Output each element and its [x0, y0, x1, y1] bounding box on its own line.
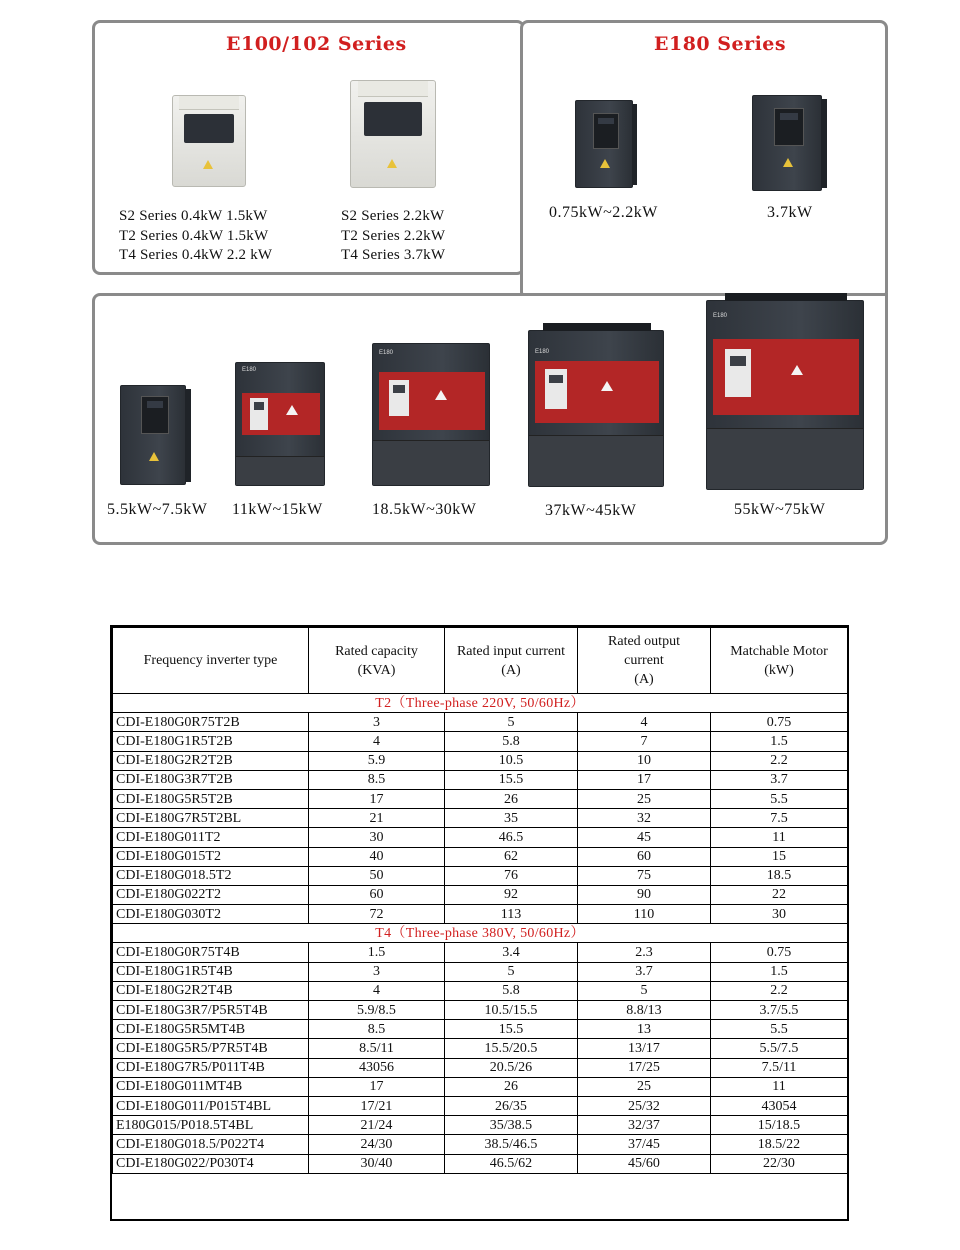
table-row [113, 847, 848, 866]
cell-motor: 5.5 [711, 1020, 848, 1039]
cell-motor: 22 [711, 885, 848, 904]
cell-capacity: 8.5/11 [309, 1039, 445, 1058]
cell-input-current: 20.5/26 [445, 1058, 578, 1077]
cell-type: CDI-E180G7R5T2BL [113, 809, 309, 828]
cell-input-current: 10.5 [445, 751, 578, 770]
cell-input-current: 62 [445, 847, 578, 866]
table-row [113, 1116, 848, 1135]
cell-input-current: 5 [445, 962, 578, 981]
table-group-row [113, 694, 848, 713]
unit-5-5kw-image [120, 385, 186, 485]
cell-capacity: 3 [309, 962, 445, 981]
cell-type: CDI-E180G022/P030T4 [113, 1154, 309, 1173]
cell-output-current: 45/60 [578, 1154, 711, 1173]
table-row [113, 789, 848, 808]
cell-capacity: 17 [309, 1077, 445, 1096]
cell-type: CDI-E180G0R75T2B [113, 713, 309, 732]
large-caption-0: 5.5kW~7.5kW [107, 501, 208, 518]
e100-series-title: E100/102 Series [226, 33, 407, 55]
e100-spec-left: S2 Series 0.4kW 1.5kW T2 Series 0.4kW 1.5kW T4 Series 0.4kW 2.2 kW [119, 208, 273, 263]
cell-output-current: 10 [578, 751, 711, 770]
e180-small-unit-image [575, 100, 633, 188]
cell-type: CDI-E180G2R2T2B [113, 751, 309, 770]
table-row [113, 1058, 848, 1077]
cell-type: CDI-E180G030T2 [113, 905, 309, 924]
cell-output-current: 13 [578, 1020, 711, 1039]
large-caption-3: 37kW~45kW [545, 502, 637, 519]
cell-motor: 0.75 [711, 713, 848, 732]
cell-type: CDI-E180G0R75T4B [113, 943, 309, 962]
cell-output-current: 13/17 [578, 1039, 711, 1058]
table-row [113, 1096, 848, 1115]
header-output-current: Rated output current (A) [578, 628, 711, 694]
cell-motor: 1.5 [711, 732, 848, 751]
cell-output-current: 8.8/13 [578, 1001, 711, 1020]
table-row [113, 770, 848, 789]
cell-input-current: 15.5 [445, 1020, 578, 1039]
cell-capacity: 17/21 [309, 1096, 445, 1115]
cell-motor: 2.2 [711, 981, 848, 1000]
cell-capacity: 72 [309, 905, 445, 924]
group-title: T2（Three-phase 220V, 50/60Hz） [113, 694, 848, 713]
cell-motor: 11 [711, 1077, 848, 1096]
table-row [113, 1020, 848, 1039]
cell-input-current: 26/35 [445, 1096, 578, 1115]
unit-55kw-image: E180 [706, 300, 864, 490]
cell-type: CDI-E180G3R7/P5R5T4B [113, 1001, 309, 1020]
table-row [113, 885, 848, 904]
cell-motor: 2.2 [711, 751, 848, 770]
cell-motor: 15 [711, 847, 848, 866]
cell-input-current: 5.8 [445, 732, 578, 751]
table-row [113, 809, 848, 828]
cell-output-current: 17 [578, 770, 711, 789]
cell-capacity: 50 [309, 866, 445, 885]
cell-capacity: 5.9 [309, 751, 445, 770]
cell-output-current: 75 [578, 866, 711, 885]
table-group-row [113, 924, 848, 943]
cell-input-current: 92 [445, 885, 578, 904]
cell-capacity: 21 [309, 809, 445, 828]
e180-caption-1: 3.7kW [767, 204, 813, 221]
header-type: Frequency inverter type [113, 628, 309, 694]
group-title: T4（Three-phase 380V, 50/60Hz） [113, 924, 848, 943]
unit-11kw-image: E180 [235, 362, 325, 486]
cell-input-current: 26 [445, 1077, 578, 1096]
cell-input-current: 35 [445, 809, 578, 828]
table-row [113, 866, 848, 885]
cell-type: CDI-E180G2R2T4B [113, 981, 309, 1000]
cell-type: CDI-E180G015T2 [113, 847, 309, 866]
cell-capacity: 60 [309, 885, 445, 904]
cell-type: CDI-E180G022T2 [113, 885, 309, 904]
cell-type: CDI-E180G5R5MT4B [113, 1020, 309, 1039]
cell-capacity: 43056 [309, 1058, 445, 1077]
cell-motor: 22/30 [711, 1154, 848, 1173]
header-motor: Matchable Motor (kW) [711, 628, 848, 694]
table-row [113, 905, 848, 924]
cell-capacity: 5.9/8.5 [309, 1001, 445, 1020]
table-row [113, 732, 848, 751]
cell-type: CDI-E180G5R5T2B [113, 789, 309, 808]
table-row [113, 828, 848, 847]
e180-3-7kw-unit-image [752, 95, 822, 191]
table-row [113, 943, 848, 962]
cell-output-current: 45 [578, 828, 711, 847]
cell-type: CDI-E180G7R5/P011T4B [113, 1058, 309, 1077]
table-row [113, 1077, 848, 1096]
cell-capacity: 24/30 [309, 1135, 445, 1154]
cell-input-current: 46.5/62 [445, 1154, 578, 1173]
cell-motor: 7.5/11 [711, 1058, 848, 1077]
cell-capacity: 3 [309, 713, 445, 732]
cell-output-current: 7 [578, 732, 711, 751]
cell-capacity: 30/40 [309, 1154, 445, 1173]
cell-motor: 3.7 [711, 770, 848, 789]
cell-output-current: 25 [578, 1077, 711, 1096]
large-caption-4: 55kW~75kW [734, 501, 826, 518]
unit-37kw-image: E180 [528, 330, 664, 487]
table-row [113, 1001, 848, 1020]
e100-small-unit-image [172, 95, 246, 187]
cell-capacity: 4 [309, 732, 445, 751]
table-body [113, 694, 848, 1174]
cell-type: CDI-E180G011/P015T4BL [113, 1096, 309, 1115]
cell-output-current: 5 [578, 981, 711, 1000]
large-caption-1: 11kW~15kW [232, 501, 323, 518]
cell-input-current: 15.5/20.5 [445, 1039, 578, 1058]
cell-motor: 43054 [711, 1096, 848, 1115]
cell-input-current: 46.5 [445, 828, 578, 847]
cell-output-current: 25 [578, 789, 711, 808]
cell-motor: 18.5/22 [711, 1135, 848, 1154]
cell-capacity: 30 [309, 828, 445, 847]
table-row [113, 713, 848, 732]
table-row [113, 981, 848, 1000]
cell-motor: 7.5 [711, 809, 848, 828]
cell-type: CDI-E180G011T2 [113, 828, 309, 847]
cell-output-current: 17/25 [578, 1058, 711, 1077]
cell-output-current: 25/32 [578, 1096, 711, 1115]
cell-motor: 0.75 [711, 943, 848, 962]
table-row [113, 1039, 848, 1058]
cell-input-current: 15.5 [445, 770, 578, 789]
cell-type: CDI-E180G1R5T2B [113, 732, 309, 751]
cell-input-current: 38.5/46.5 [445, 1135, 578, 1154]
cell-input-current: 5 [445, 713, 578, 732]
cell-output-current: 110 [578, 905, 711, 924]
cell-type: CDI-E180G011MT4B [113, 1077, 309, 1096]
table-row [113, 1154, 848, 1173]
cell-motor: 3.7/5.5 [711, 1001, 848, 1020]
cell-type: CDI-E180G5R5/P7R5T4B [113, 1039, 309, 1058]
cell-type: CDI-E180G1R5T4B [113, 962, 309, 981]
cell-motor: 5.5 [711, 789, 848, 808]
cell-output-current: 4 [578, 713, 711, 732]
specification-table [112, 627, 848, 1174]
cell-output-current: 2.3 [578, 943, 711, 962]
cell-input-current: 76 [445, 866, 578, 885]
cell-capacity: 21/24 [309, 1116, 445, 1135]
cell-capacity: 17 [309, 789, 445, 808]
cell-motor: 5.5/7.5 [711, 1039, 848, 1058]
cell-type: CDI-E180G018.5/P022T4 [113, 1135, 309, 1154]
cell-capacity: 4 [309, 981, 445, 1000]
header-input-current: Rated input current (A) [445, 628, 578, 694]
table-header-row [113, 628, 848, 694]
large-caption-2: 18.5kW~30kW [372, 501, 477, 518]
cell-output-current: 60 [578, 847, 711, 866]
cell-input-current: 113 [445, 905, 578, 924]
table-row [113, 751, 848, 770]
cell-motor: 15/18.5 [711, 1116, 848, 1135]
cell-motor: 18.5 [711, 866, 848, 885]
cell-input-current: 35/38.5 [445, 1116, 578, 1135]
cell-output-current: 90 [578, 885, 711, 904]
cell-type: E180G015/P018.5T4BL [113, 1116, 309, 1135]
cell-output-current: 32 [578, 809, 711, 828]
table-row [113, 1135, 848, 1154]
cell-capacity: 1.5 [309, 943, 445, 962]
cell-motor: 1.5 [711, 962, 848, 981]
cell-output-current: 3.7 [578, 962, 711, 981]
cell-output-current: 32/37 [578, 1116, 711, 1135]
cell-type: CDI-E180G3R7T2B [113, 770, 309, 789]
cell-capacity: 8.5 [309, 770, 445, 789]
cell-input-current: 26 [445, 789, 578, 808]
e100-large-unit-image [350, 80, 436, 188]
header-capacity: Rated capacity (KVA) [309, 628, 445, 694]
e180-series-title: E180 Series [654, 33, 787, 55]
cell-input-current: 3.4 [445, 943, 578, 962]
cell-input-current: 5.8 [445, 981, 578, 1000]
e100-spec-right: S2 Series 2.2kW T2 Series 2.2kW T4 Series 3.7kW [341, 208, 446, 263]
cell-output-current: 37/45 [578, 1135, 711, 1154]
cell-capacity: 8.5 [309, 1020, 445, 1039]
cell-motor: 11 [711, 828, 848, 847]
table-row [113, 962, 848, 981]
cell-input-current: 10.5/15.5 [445, 1001, 578, 1020]
unit-18-5kw-image: E180 [372, 343, 490, 486]
cell-motor: 30 [711, 905, 848, 924]
e180-caption-0: 0.75kW~2.2kW [549, 204, 658, 221]
cell-capacity: 40 [309, 847, 445, 866]
cell-type: CDI-E180G018.5T2 [113, 866, 309, 885]
